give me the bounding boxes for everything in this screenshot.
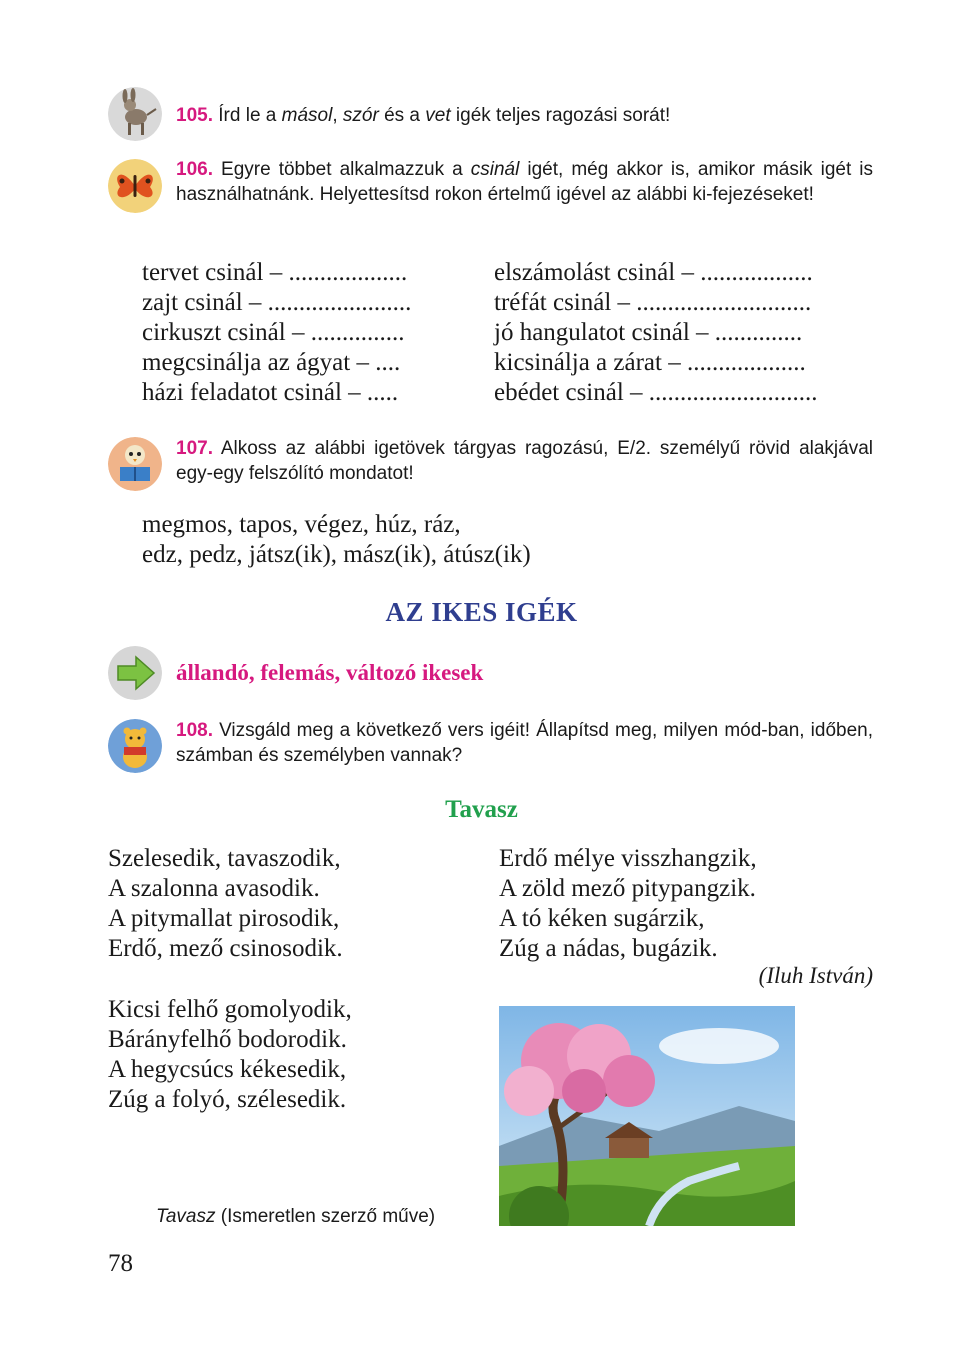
green-arrow-icon xyxy=(108,646,162,700)
painting-caption: Tavasz (Ismeretlen szerző műve) xyxy=(156,1206,436,1227)
expression-item: tervet csinál – ................... xyxy=(142,259,408,286)
expression-item: cirkuszt csinál – ............... xyxy=(142,319,405,346)
expression-item: zajt csinál – ....................... xyxy=(142,289,412,316)
reading-bird-icon xyxy=(108,437,162,491)
task-108: 108. Vizsgáld meg a következő vers igéit! Állapítsd meg, milyen mód-ban, időben, számban és személyben vannak? xyxy=(176,720,873,766)
expression-item: jó hangulatot csinál – .............. xyxy=(494,319,803,346)
butterfly-icon xyxy=(108,159,162,213)
poem-left-stanza-1 xyxy=(108,844,343,964)
expression-item: elszámolást csinál – .................. xyxy=(494,259,813,286)
poem-right-stanza-1 xyxy=(499,844,757,964)
poem-left-stanza-2 xyxy=(108,995,352,1115)
poem-line: A zöld mező pitypangzik. xyxy=(499,875,756,902)
poem-line: A pitymallat pirosodik, xyxy=(108,905,340,932)
task-107: 107. Alkoss az alábbi igetövek tárgyas ragozású, E/2. személyű rövid alakjával egy-egy felszólító mondatot! xyxy=(176,438,874,484)
poem-line: Kicsi felhő gomolyodik, xyxy=(108,996,352,1023)
expression-item: ebédet csinál – ........................... xyxy=(494,379,818,406)
poem-line: Bárányfelhő bodorodik. xyxy=(108,1026,347,1053)
poem-line: Erdő, mező csinosodik. xyxy=(108,935,343,962)
verb-stems xyxy=(142,510,531,570)
stems-line: edz, pedz, játsz(ik), mász(ik), átúsz(ik) xyxy=(142,541,531,568)
section-title: AZ IKES IGÉK xyxy=(385,597,578,627)
stems-line: megmos, tapos, végez, húz, ráz, xyxy=(142,511,461,538)
expression-item: tréfát csinál – ............................ xyxy=(494,289,812,316)
expression-item: kicsinálja a zárat – ................... xyxy=(494,349,806,376)
winnie-bear-icon xyxy=(108,719,162,773)
section-subtitle: állandó, felemás, változó ikesek xyxy=(176,660,484,685)
poem-line: A szalonna avasodik. xyxy=(108,875,320,902)
expression-item: házi feladatot csinál – ..... xyxy=(142,379,399,406)
poem-line: A tó kéken sugárzik, xyxy=(499,905,705,932)
poem-line: Erdő mélye visszhangzik, xyxy=(499,845,757,872)
task-105: 105. Írd le a másol, szór és a vet igék teljes ragozási sorát! xyxy=(176,105,671,126)
page-number: 78 xyxy=(108,1250,133,1277)
poem-line: Zúg a nádas, bugázik. xyxy=(499,935,718,962)
spring-painting xyxy=(499,1006,795,1226)
task-106: 106. Egyre többet alkalmazzuk a csinál igét, még akkor is, amikor másik igét is használhatnánk. Helyettesítsd rokon értelmű igével az alábbi ki-fejezéseket! xyxy=(176,159,873,205)
expression-item: megcsinálja az ágyat – .... xyxy=(142,349,401,376)
poem-line: Szelesedik, tavaszodik, xyxy=(108,845,341,872)
donkey-icon xyxy=(108,87,162,141)
expressions-left xyxy=(142,258,411,408)
poem-title: Tavasz xyxy=(445,796,518,823)
poem-line: Zúg a folyó, szélesedik. xyxy=(108,1086,347,1113)
poem-line: A hegycsúcs kékesedik, xyxy=(108,1056,347,1083)
poem-author: (Iluh István) xyxy=(758,963,873,988)
expressions-right xyxy=(494,258,818,408)
